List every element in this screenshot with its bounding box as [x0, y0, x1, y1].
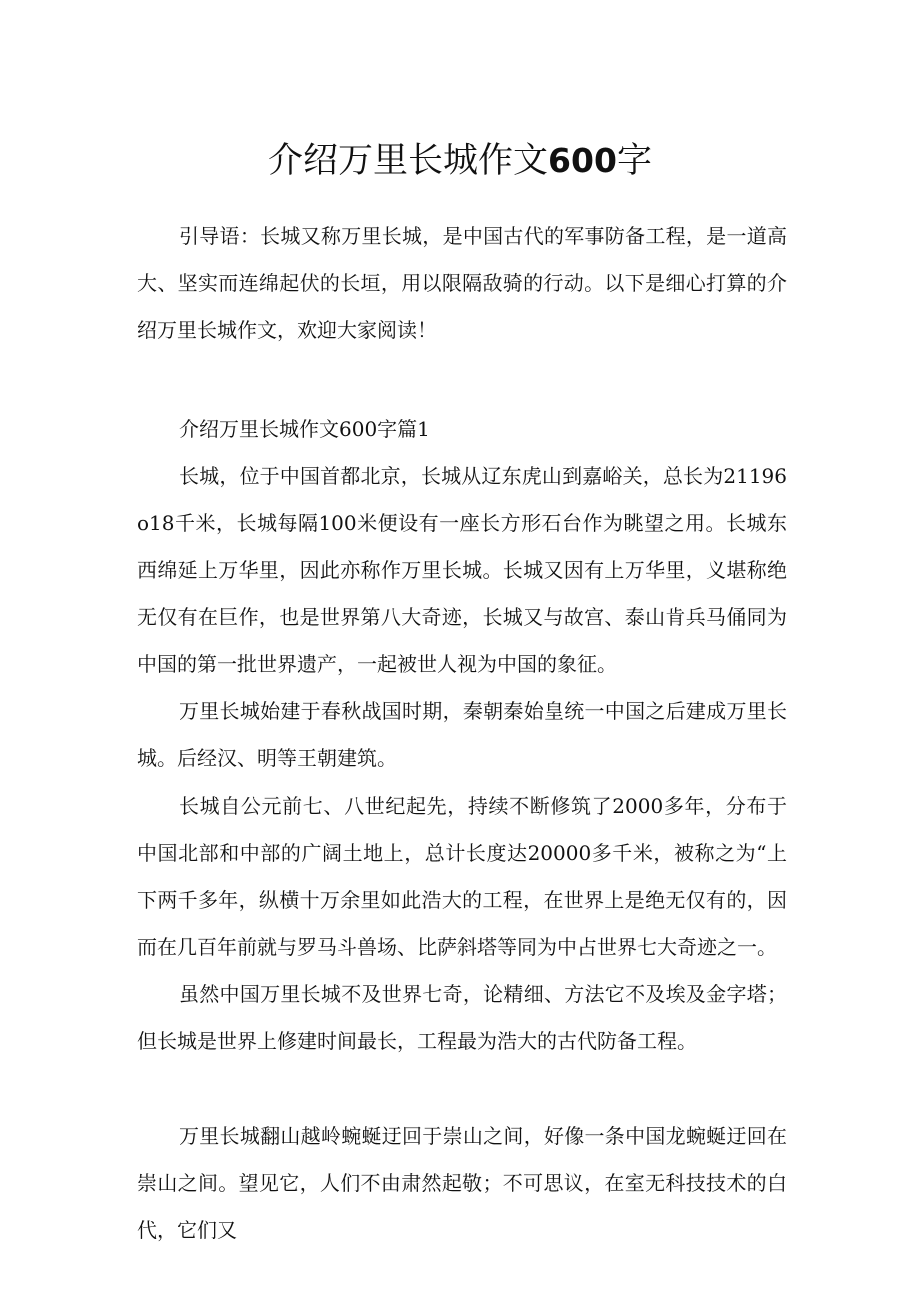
title-suffix: 字: [616, 141, 652, 181]
paragraph-5: 万里长城翻山越岭蜿蜒迂回于崇山之间，好像一条中国龙蜿蜒迂回在崇山之间。望见它，人们不由肃然起敬；不可思议，在室无科技技术的白代，它们又: [137, 1124, 787, 1242]
intro-paragraph: 引导语：长城又称万里长城，是中国古代的军事防备工程，是一道高大、坚实而连绵起伏的长垣，用以限隔敌骑的行动。以下是细心打算的介绍万里长城作文，欢迎大家阅读！: [137, 224, 787, 342]
title-number: 600: [548, 141, 617, 180]
paragraph-1: 长城，位于中国首都北京，长城从辽东虎山到嘉峪关，总长为21196o18千米，长城每隔100米便设有一座长方形石台作为眺望之用。长城东西绵延上万华里，因此亦称作万里长城。长城又因有上万华里，义堪称绝无仅有在巨作，也是世界第八大奇迹，长城又与故宫、泰山肯兵马俑同为中国的第一批世界遗产，一起被世人视为中国的象征。: [137, 464, 787, 676]
paragraph-4: 虽然中国万里长城不及世界七奇，论精细、方法它不及埃及金字塔；但长城是世界上修建时间最长，工程最为浩大的古代防备工程。: [137, 982, 787, 1053]
paragraph-3: 长城自公元前七、八世纪起先，持续不断修筑了2000多年，分布于中国北部和中部的广阔土地上，总计长度达20000多千米，被称之为“上下两千多年，纵横十万余里如此浩大的工程，在世界上是绝无仅有的，因而在几百年前就与罗马斗兽场、比萨斜塔等同为中占世界七大奇迹之一。: [137, 794, 787, 959]
paragraph-2: 万里长城始建于春秋战国时期，秦朝秦始皇统一中国之后建成万里长城。后经汉、明等王朝建筑。: [137, 699, 787, 770]
title-prefix: 介绍万里长城作文: [268, 141, 549, 181]
document-title: [0, 138, 920, 184]
section-heading: 介绍万里长城作文600字篇1: [179, 417, 430, 441]
